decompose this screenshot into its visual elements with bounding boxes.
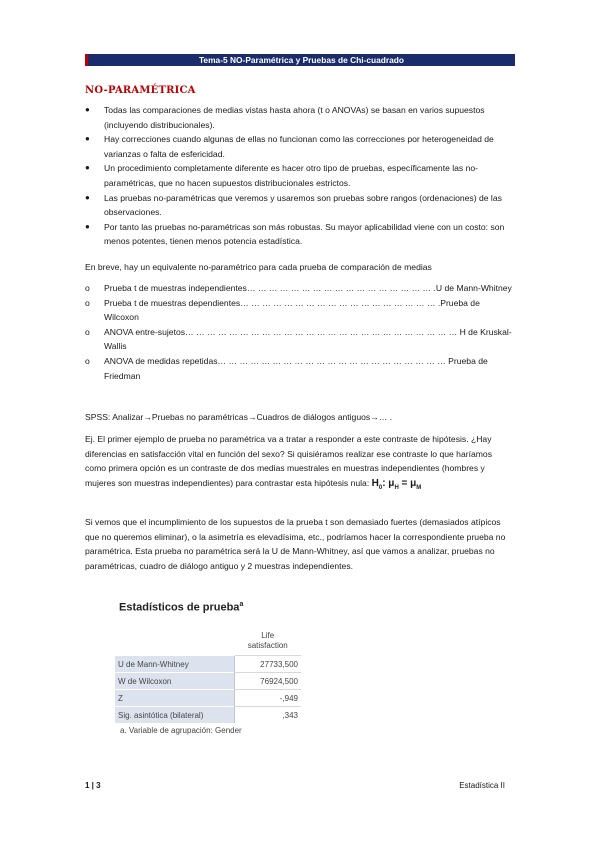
bullet-item: ● Por tanto las pruebas no-paramétricas son más robustas. Su mayor aplicabilidad viene con un costo: son menos potentes, tienen menos potencia estadística. [85,221,505,247]
table-row [115,707,301,724]
bullet-icon: ● [85,134,90,144]
example-paragraph [85,432,515,495]
row-value: 76924,500 [235,673,302,690]
circle-bullet-icon: o [85,297,90,308]
equivalents-list [85,281,515,383]
header-title: Tema-5 NO-Paramétrica y Pruebas de Chi-cuadrado [198,55,405,65]
footer-subject: Estadística II [459,781,505,790]
circle-bullet-icon: o [85,283,90,293]
table-row [115,673,301,690]
row-value: -,949 [235,690,302,707]
equivalent-item: o ANOVA de medidas repetidas… … … … … … … … … … … … … … … … … … … … … Prueba de Friedman [85,355,488,381]
bullet-item: ● Todas las comparaciones de medias vistas hasta ahora (t o ANOVAs) se basan en varios supuestos (incluyendo distribucionales). [85,105,485,130]
stats-table-footnote: a. Variable de agrupación: Gender [120,726,242,735]
circle-bullet-icon: o [85,355,90,366]
bullet-icon: ● [85,163,90,173]
circle-bullet-icon: o [85,326,90,337]
mann-whitney-paragraph: Si vemos que el incumplimiento de los supuestos de la prueba t son demasiado fuertes (demasiados atípicos que no queremos eliminar), o la asimetría es elevadísima, etc., podríamos hacer la correspondiente prueba no paramétrica. Esta prueba no paramétrica será la U de Mann-Whitney, así que vamos a analizar, pruebas no paramétricas, cuadro de diálogo antiguo y 2 muestras independientes. [85,517,506,571]
column-header: Life satisfaction [247,631,288,650]
row-label: W de Wilcoxon [115,673,235,690]
bullet-icon: ● [85,105,90,114]
section-title: NO-PARAMÉTRICA [85,85,196,96]
row-value: ,343 [235,707,302,724]
bullet-icon: ● [85,192,90,202]
example-text: Ej. El primer ejemplo de prueba no paramétrica va a tratar a responder a este contraste de hipótesis. ¿Hay diferencias en satisfacción vital en función del sexo? Si quisiéramos realizar ese contraste lo que haríamos como primera opción es un contraste de dos medias muestrales en muestras independientes (hombres y mujeres son muestras independientes) para contrastar esta hipótesis nula: [85,434,492,488]
row-label: Sig. asintótica (bilateral) [115,707,235,724]
table-row [115,656,301,673]
bullet-list [85,103,515,249]
page-number: 1 | 3 [85,781,101,790]
bullet-icon: ● [85,221,90,231]
equivalent-item: o Prueba t de muestras dependientes… … … … … … … … … … … … … … … … … … .Prueba de Wilcoxon [85,297,480,323]
null-hypothesis: $H_0$: $\mu_H = \mu_M$ [371,477,422,491]
equivalent-item: o Prueba t de muestras independientes… … … … … … … … … … … … … … … … … .U de Mann-Whitney [85,281,515,296]
bullet-item: ● Hay correcciones cuando algunas de ellas no funcionan como las correcciones por heterogeneidad de varianzas o falta de esfericidad. [85,134,494,159]
equivalent-item: o ANOVA entre-sujetos… … … … … … … … … … … … … … … … … … … … … … … … … H de Kruskal-Wallis [85,326,512,352]
row-value: 27733,500 [235,656,302,673]
row-label: Z [115,690,235,707]
stats-table [115,627,301,723]
stats-table-title: Estadísticos de prueba$^a$ [119,601,244,614]
page-header-bar [85,54,515,66]
bullet-item: ● Un procedimiento completamente diferente es hacer otro tipo de pruebas, específicamente las no-paramétricas, que no hacen supuestos distribucionales estrictos. [85,163,479,188]
row-label: U de Mann-Whitney [115,656,235,673]
intro-paragraph: En breve, hay un equivalente no-paramétrico para cada prueba de comparación de medias [85,262,432,272]
table-row [115,690,301,707]
bullet-item: ● Las pruebas no-paramétricas que veremos y usaremos son pruebas sobre rangos (ordenaciones) de las observaciones. [85,192,502,218]
stats-table-header [115,627,301,656]
spss-path: SPSS: Analizar→Pruebas no paramétricas→Cuadros de diálogos antiguos→… . [85,412,393,422]
